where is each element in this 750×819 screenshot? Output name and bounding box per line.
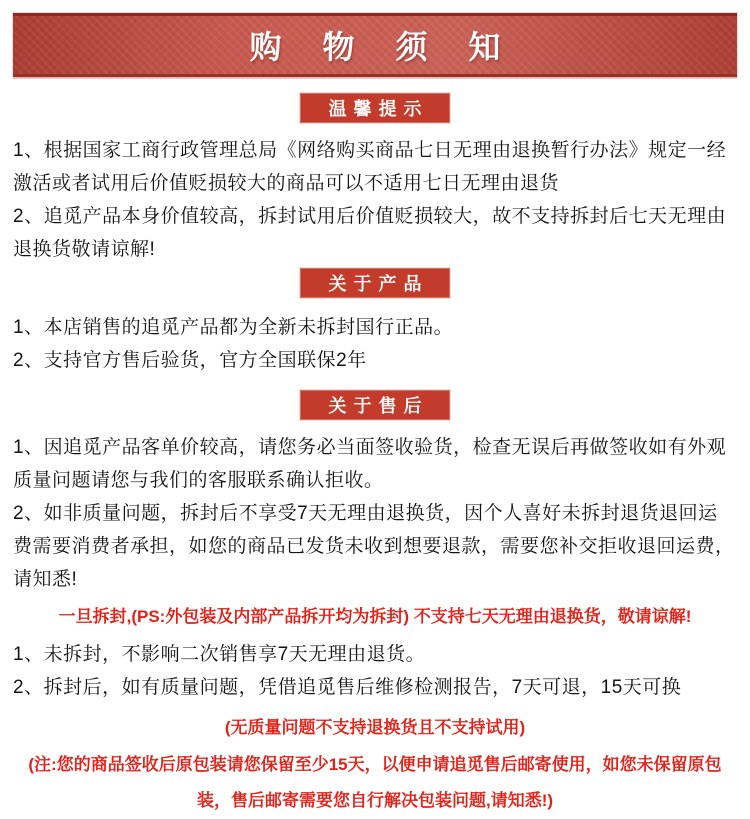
quality-note-text: (无质量问题不支持退换货且不支持试用) [224, 718, 526, 737]
section-badge-label: 关于产品 [328, 274, 429, 294]
notice-item: 1、本店销售的追觅产品都为全新未拆封国行正品。 [13, 317, 454, 338]
notice-item: 2、拆封后，如有质量问题，凭借追觅售后维修检测报告，7天可退，15天可换 [13, 677, 682, 698]
return-policy-paragraphs [0, 638, 750, 704]
notice-item: 1、根据国家工商行政管理总局《网络购买商品七日无理由退换暂行办法》规定一经激活或者试用后价值贬损较大的商品可以不适用七日无理由退货 [13, 140, 727, 194]
section-badge-label: 温馨提示 [328, 99, 429, 119]
about-product-paragraphs [0, 311, 750, 377]
after-sales-paragraphs [0, 431, 750, 596]
unseal-warning-text: 一旦拆封,(PS:外包装及内部产品拆开均为拆封) 不支持七天无理由退换货，敬请谅解! [58, 607, 692, 626]
packaging-footer-note: (注:您的商品签收后原包装请您保留至少15天，以便申请追觅售后邮寄使用，如您未保留原包装，售后邮寄需要您自行解决包装问题,请知悉!) [28, 755, 722, 810]
section-badge-warm-tips [300, 93, 450, 123]
notice-item: 1、未拆封，不影响二次销售享7天无理由退货。 [13, 644, 426, 665]
notice-item: 2、追觅产品本身价值较高，拆封试用后价值贬损较大，故不支持拆封后七天无理由退换货敬请谅解! [13, 206, 727, 260]
section-badge-about-product [300, 268, 450, 298]
warm-tips-paragraphs [0, 134, 750, 266]
section-badge-label: 关于售后 [328, 396, 429, 416]
page-title: 购 物 须 知 [249, 29, 517, 65]
section-badge-after-sales [300, 390, 450, 420]
notice-item: 2、如非质量问题，拆封后不享受7天无理由退换货，因个人喜好未拆封退货退回运费需要消费者承担，如您的商品已发货未收到想要退款，需要您补交拒收退回运费，请知悉! [13, 503, 735, 590]
notice-item: 2、支持官方售后验货，官方全国联保2年 [13, 350, 367, 371]
page-title-banner [13, 13, 737, 77]
notice-item: 1、因追觅产品客单价较高，请您务必当面签收验货，检查无误后再做签收如有外观质量问题请您与我们的客服联系确认拒收。 [13, 437, 727, 491]
shopping-notice-page [0, 13, 750, 810]
